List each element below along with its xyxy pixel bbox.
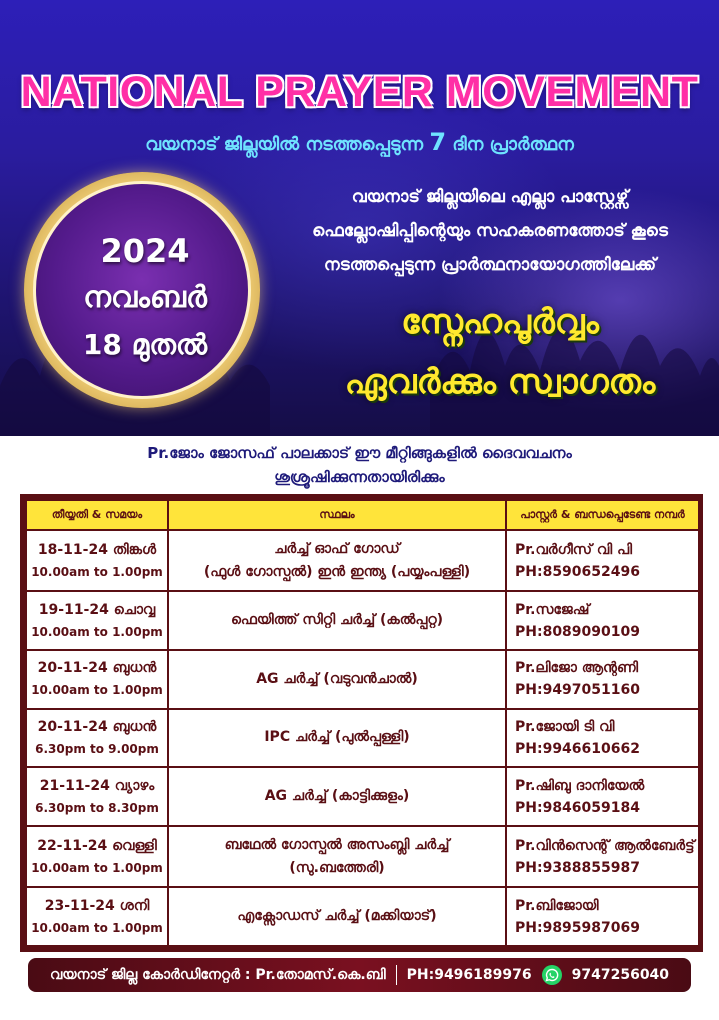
date-badge-inner	[33, 181, 251, 399]
venue-line-2: (ഫുൾ ഗോസ്പൽ) ഇൻ ഇന്ത്യ (പയ്യംപള്ളി)	[203, 563, 471, 580]
intro-line: വയനാട് ജില്ലയിലെ എല്ലാ പാസ്റ്റേഴ്സ്	[351, 187, 629, 207]
table-header-row	[26, 500, 699, 530]
coordinator-text: വയനാട് ജില്ല കോർഡിനേറ്റർ : Pr.തോമസ്.കെ.ബി	[49, 967, 386, 983]
cell-contact	[506, 767, 699, 826]
speaker-line-2: ശുശ്രൂഷിക്കുന്നതായിരിക്കും	[274, 468, 445, 486]
row-day: 20-11-24 ബുധൻ	[37, 660, 157, 677]
cell-venue	[168, 650, 506, 709]
venue-line-1: AG ചർച്ച് (കാട്ടിക്കുളം)	[264, 788, 410, 805]
header-banner	[0, 0, 719, 436]
pastor-phone: PH:8590652496	[515, 563, 640, 580]
row-day: 20-11-24 ബുധൻ	[37, 718, 157, 735]
pastor-phone: PH:9946610662	[515, 740, 640, 757]
welcome-line-1: സ്നേഹപൂർവ്വം	[401, 302, 599, 342]
cell-venue	[168, 826, 506, 887]
cell-contact	[506, 826, 699, 887]
pastor-phone: PH:9497051160	[515, 682, 640, 699]
pastor-name: Pr.ലിജോ ആന്റണി	[515, 660, 638, 677]
venue-line-2: (സു.ബത്തേരി)	[289, 859, 385, 876]
pastor-name: Pr.വിൻസെന്റ് ആൽബേർട്ട്	[515, 837, 695, 854]
pastor-name: Pr.വർഗീസ് വി പി	[515, 541, 633, 558]
welcome-line-2: ഏവർക്കും സ്വാഗതം	[344, 362, 656, 402]
row-time: 10.00am to 1.00pm	[31, 860, 163, 875]
table-row	[26, 709, 699, 768]
row-day: 18-11-24 തിങ്കൾ	[37, 541, 157, 558]
row-time: 6.30pm to 8.30pm	[35, 800, 159, 815]
footer-divider	[396, 965, 397, 985]
cell-contact	[506, 887, 699, 946]
event-title: NATIONAL PRAYER MOVEMENT	[20, 68, 699, 116]
venue-line-1: ചർച്ച് ഓഫ് ഗോഡ്	[274, 540, 400, 557]
pastor-name: Pr.ബിജോയി	[515, 897, 599, 914]
pastor-phone: PH:9895987069	[515, 919, 640, 936]
cell-venue	[168, 887, 506, 946]
schedule-grid	[25, 499, 700, 947]
cell-date	[26, 650, 168, 709]
venue-line-1: IPC ചർച്ച് (പുൽപ്പള്ളി)	[264, 729, 410, 746]
venue-line-1: AG ചർച്ച് (വടുവൻചാൽ)	[256, 670, 418, 687]
subtitle-prefix: വയനാട് ജില്ലയിൽ നടത്തപ്പെടുന്ന	[145, 134, 424, 155]
venue-line-1: എക്സോഡസ് ചർച്ച് (മക്കിയാട്)	[237, 908, 437, 925]
venue-line-1: ഫെയിത്ത് സിറ്റി ചർച്ച് (കൽപ്പറ്റ)	[230, 612, 444, 629]
coordinator-phone: PH:9496189976	[406, 967, 532, 983]
row-day: 21-11-24 വ്യാഴം	[39, 777, 155, 794]
cell-contact	[506, 709, 699, 768]
cell-contact	[506, 530, 699, 591]
cell-date	[26, 826, 168, 887]
venue-line-1: ബഥേൽ ഗോസ്പൽ അസംബ്ലി ചർച്ച്	[224, 836, 450, 853]
table-row	[26, 887, 699, 946]
table-row	[26, 826, 699, 887]
whatsapp-number: 9747256040	[571, 967, 670, 983]
table-row	[26, 767, 699, 826]
pastor-phone: PH:9846059184	[515, 799, 640, 816]
speaker-note	[0, 436, 719, 492]
cell-date	[26, 887, 168, 946]
header-date: തീയ്യതി & സമയം	[26, 500, 168, 530]
subtitle-suffix: ദിന പ്രാർത്ഥന	[452, 134, 574, 155]
cell-venue	[168, 591, 506, 650]
pastor-phone: PH:8089090109	[515, 623, 640, 640]
pastor-name: Pr.ജോയി ടി വി	[515, 718, 615, 735]
subtitle-day-count: 7	[429, 128, 447, 156]
intro-line: ഫെല്ലോഷിപ്പിന്റെയും സഹകരണത്തോട് കൂടെ	[312, 221, 668, 241]
row-time: 10.00am to 1.00pm	[31, 564, 163, 579]
pastor-name: Pr.ഷിബു ദാനിയേൽ	[515, 777, 645, 794]
row-time: 6.30pm to 9.00pm	[35, 741, 159, 756]
intro-line: നടത്തപ്പെടുന്ന പ്രാർത്ഥനായോഗത്തിലേക്ക്	[323, 255, 657, 275]
row-time: 10.00am to 1.00pm	[31, 683, 163, 698]
cell-date	[26, 767, 168, 826]
date-month: നവംബർ	[83, 280, 207, 315]
pastor-name: Pr.സജേഷ്	[515, 601, 590, 618]
event-subtitle	[0, 128, 719, 156]
whatsapp-icon	[542, 965, 562, 985]
cell-contact	[506, 591, 699, 650]
date-year: 2024	[100, 232, 190, 270]
table-row	[26, 530, 699, 591]
cell-venue	[168, 709, 506, 768]
pastor-phone: PH:9388855987	[515, 859, 640, 876]
table-row	[26, 650, 699, 709]
speaker-line-1: Pr.ജോം ജോസഫ് പാലക്കാട് ഈ മീറ്റിങ്ങുകളിൽ ദൈവവചനം	[147, 444, 572, 462]
schedule-table	[20, 494, 703, 952]
cell-venue	[168, 530, 506, 591]
cell-date	[26, 709, 168, 768]
date-badge	[24, 172, 260, 408]
intro-text	[270, 180, 710, 282]
header-venue: സ്ഥലം	[168, 500, 506, 530]
cell-date	[26, 530, 168, 591]
row-day: 19-11-24 ചൊവ്വ	[38, 601, 156, 618]
row-time: 10.00am to 1.00pm	[31, 920, 163, 935]
cell-date	[26, 591, 168, 650]
table-row	[26, 591, 699, 650]
row-day: 22-11-24 വെള്ളി	[37, 837, 157, 854]
header-contact: പാസ്റ്റർ & ബന്ധപ്പെടേണ്ട നമ്പർ	[506, 500, 699, 530]
cell-venue	[168, 767, 506, 826]
row-day: 23-11-24 ശനി	[44, 897, 150, 914]
date-from: 18 മുതൽ	[82, 328, 208, 361]
cell-contact	[506, 650, 699, 709]
footer-bar	[28, 958, 691, 992]
row-time: 10.00am to 1.00pm	[31, 624, 163, 639]
